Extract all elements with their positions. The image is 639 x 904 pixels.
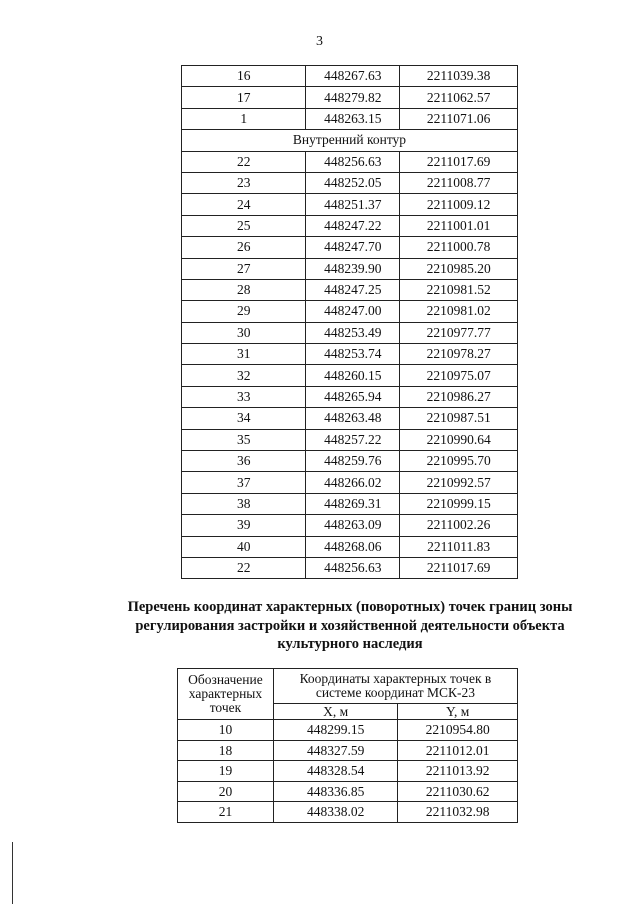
y-coordinate-cell: 2210981.02 <box>400 301 518 322</box>
point-number-cell: 24 <box>182 194 306 215</box>
point-number-cell: 31 <box>182 344 306 365</box>
y-coordinate-cell: 2210978.27 <box>400 344 518 365</box>
header-coordinates-line: Координаты характерных точек в <box>299 671 492 686</box>
point-number-cell: 37 <box>182 472 306 493</box>
table-row <box>182 279 518 300</box>
table-row <box>182 172 518 193</box>
point-number-cell: 10 <box>178 720 274 741</box>
point-number-cell: 20 <box>178 781 274 802</box>
heading-line-3: культурного наследия <box>277 636 423 652</box>
table-row <box>182 429 518 450</box>
table-body <box>178 720 518 823</box>
table-row <box>178 740 518 761</box>
table-row <box>182 472 518 493</box>
x-coordinate-cell: 448257.22 <box>306 429 400 450</box>
x-coordinate-cell: 448263.09 <box>306 515 400 536</box>
y-coordinate-cell: 2211030.62 <box>398 781 518 802</box>
point-number-cell: 30 <box>182 322 306 343</box>
y-coordinate-cell: 2210999.15 <box>400 493 518 514</box>
y-coordinate-cell: 2210990.64 <box>400 429 518 450</box>
table-row <box>182 557 518 578</box>
x-coordinate-cell: 448265.94 <box>306 386 400 407</box>
table-row <box>178 761 518 782</box>
table-row <box>182 237 518 258</box>
table-body-before <box>182 66 518 130</box>
point-number-cell: 35 <box>182 429 306 450</box>
header-coordinates <box>273 669 517 704</box>
point-number-cell: 40 <box>182 536 306 557</box>
table-row <box>182 87 518 108</box>
y-coordinate-cell: 2210975.07 <box>400 365 518 386</box>
margin-line <box>12 842 13 904</box>
y-coordinate-cell: 2210954.80 <box>398 720 518 741</box>
point-number-cell: 22 <box>182 151 306 172</box>
section-row-group <box>182 130 518 151</box>
point-number-cell: 33 <box>182 386 306 407</box>
header-y: Y, м <box>398 704 518 720</box>
y-coordinate-cell: 2210977.77 <box>400 322 518 343</box>
y-coordinate-cell: 2211017.69 <box>400 151 518 172</box>
point-number-cell: 22 <box>182 557 306 578</box>
header-x: X, м <box>273 704 398 720</box>
x-coordinate-cell: 448279.82 <box>306 87 400 108</box>
coordinates-table-outer-inner <box>181 65 518 579</box>
header-row-1 <box>178 669 518 704</box>
heading-line-2: регулирования застройки и хозяйственной деятельности объекта <box>135 617 565 634</box>
table-row <box>182 322 518 343</box>
y-coordinate-cell: 2211032.98 <box>398 802 518 823</box>
table-body-after <box>182 151 518 579</box>
table-row <box>182 215 518 236</box>
point-number-cell: 32 <box>182 365 306 386</box>
x-coordinate-cell: 448253.49 <box>306 322 400 343</box>
x-coordinate-cell: 448247.70 <box>306 237 400 258</box>
point-number-cell: 23 <box>182 172 306 193</box>
table-header <box>178 669 518 720</box>
table-row <box>182 365 518 386</box>
y-coordinate-cell: 2211011.83 <box>400 536 518 557</box>
coordinates-table-zone <box>177 668 518 823</box>
point-number-cell: 17 <box>182 87 306 108</box>
x-coordinate-cell: 448338.02 <box>273 802 398 823</box>
section-heading <box>100 598 600 654</box>
table-row <box>182 344 518 365</box>
header-coordinates-line: системе координат МСК-23 <box>315 685 476 700</box>
y-coordinate-cell: 2210987.51 <box>400 408 518 429</box>
y-coordinate-cell: 2211009.12 <box>400 194 518 215</box>
table-row <box>182 108 518 129</box>
y-coordinate-cell: 2210986.27 <box>400 386 518 407</box>
y-coordinate-cell: 2211012.01 <box>398 740 518 761</box>
table-row <box>182 408 518 429</box>
y-coordinate-cell: 2210992.57 <box>400 472 518 493</box>
table-row <box>182 536 518 557</box>
header-designation-line: точек <box>209 700 242 715</box>
x-coordinate-cell: 448266.02 <box>306 472 400 493</box>
x-coordinate-cell: 448269.31 <box>306 493 400 514</box>
y-coordinate-cell: 2211001.01 <box>400 215 518 236</box>
y-coordinate-cell: 2210995.70 <box>400 451 518 472</box>
table-row <box>182 301 518 322</box>
point-number-cell: 21 <box>178 802 274 823</box>
x-coordinate-cell: 448247.25 <box>306 279 400 300</box>
x-coordinate-cell: 448247.00 <box>306 301 400 322</box>
x-coordinate-cell: 448251.37 <box>306 194 400 215</box>
x-coordinate-cell: 448260.15 <box>306 365 400 386</box>
point-number-cell: 29 <box>182 301 306 322</box>
table-row <box>178 720 518 741</box>
point-number-cell: 25 <box>182 215 306 236</box>
point-number-cell: 16 <box>182 66 306 87</box>
point-number-cell: 27 <box>182 258 306 279</box>
y-coordinate-cell: 2211013.92 <box>398 761 518 782</box>
x-coordinate-cell: 448239.90 <box>306 258 400 279</box>
y-coordinate-cell: 2210985.20 <box>400 258 518 279</box>
section-label-inner-contour: Внутренний контур <box>182 130 518 151</box>
table-row <box>182 493 518 514</box>
x-coordinate-cell: 448259.76 <box>306 451 400 472</box>
x-coordinate-cell: 448263.15 <box>306 108 400 129</box>
x-coordinate-cell: 448256.63 <box>306 557 400 578</box>
y-coordinate-cell: 2211017.69 <box>400 557 518 578</box>
point-number-cell: 19 <box>178 761 274 782</box>
table-row <box>182 515 518 536</box>
x-coordinate-cell: 448328.54 <box>273 761 398 782</box>
table-row <box>178 802 518 823</box>
x-coordinate-cell: 448256.63 <box>306 151 400 172</box>
x-coordinate-cell: 448253.74 <box>306 344 400 365</box>
page-number: 3 <box>316 34 323 49</box>
x-coordinate-cell: 448267.63 <box>306 66 400 87</box>
y-coordinate-cell: 2211000.78 <box>400 237 518 258</box>
y-coordinate-cell: 2210981.52 <box>400 279 518 300</box>
header-designation-line: характерных <box>188 686 263 701</box>
table-row <box>178 781 518 802</box>
y-coordinate-cell: 2211062.57 <box>400 87 518 108</box>
x-coordinate-cell: 448327.59 <box>273 740 398 761</box>
point-number-cell: 1 <box>182 108 306 129</box>
table-row <box>182 258 518 279</box>
y-coordinate-cell: 2211002.26 <box>400 515 518 536</box>
point-number-cell: 36 <box>182 451 306 472</box>
y-coordinate-cell: 2211008.77 <box>400 172 518 193</box>
x-coordinate-cell: 448336.85 <box>273 781 398 802</box>
section-row <box>182 130 518 151</box>
table-row <box>182 451 518 472</box>
x-coordinate-cell: 448247.22 <box>306 215 400 236</box>
x-coordinate-cell: 448268.06 <box>306 536 400 557</box>
point-number-cell: 26 <box>182 237 306 258</box>
point-number-cell: 18 <box>178 740 274 761</box>
table-row <box>182 194 518 215</box>
x-coordinate-cell: 448252.05 <box>306 172 400 193</box>
y-coordinate-cell: 2211039.38 <box>400 66 518 87</box>
point-number-cell: 34 <box>182 408 306 429</box>
point-number-cell: 39 <box>182 515 306 536</box>
x-coordinate-cell: 448263.48 <box>306 408 400 429</box>
header-designation <box>178 669 274 720</box>
table-row <box>182 386 518 407</box>
heading-line-1: Перечень координат характерных (поворотных) точек границ зоны <box>127 599 573 615</box>
table-row <box>182 66 518 87</box>
x-coordinate-cell: 448299.15 <box>273 720 398 741</box>
point-number-cell: 28 <box>182 279 306 300</box>
point-number-cell: 38 <box>182 493 306 514</box>
y-coordinate-cell: 2211071.06 <box>400 108 518 129</box>
table-row <box>182 151 518 172</box>
header-designation-line: Обозначение <box>188 672 263 687</box>
